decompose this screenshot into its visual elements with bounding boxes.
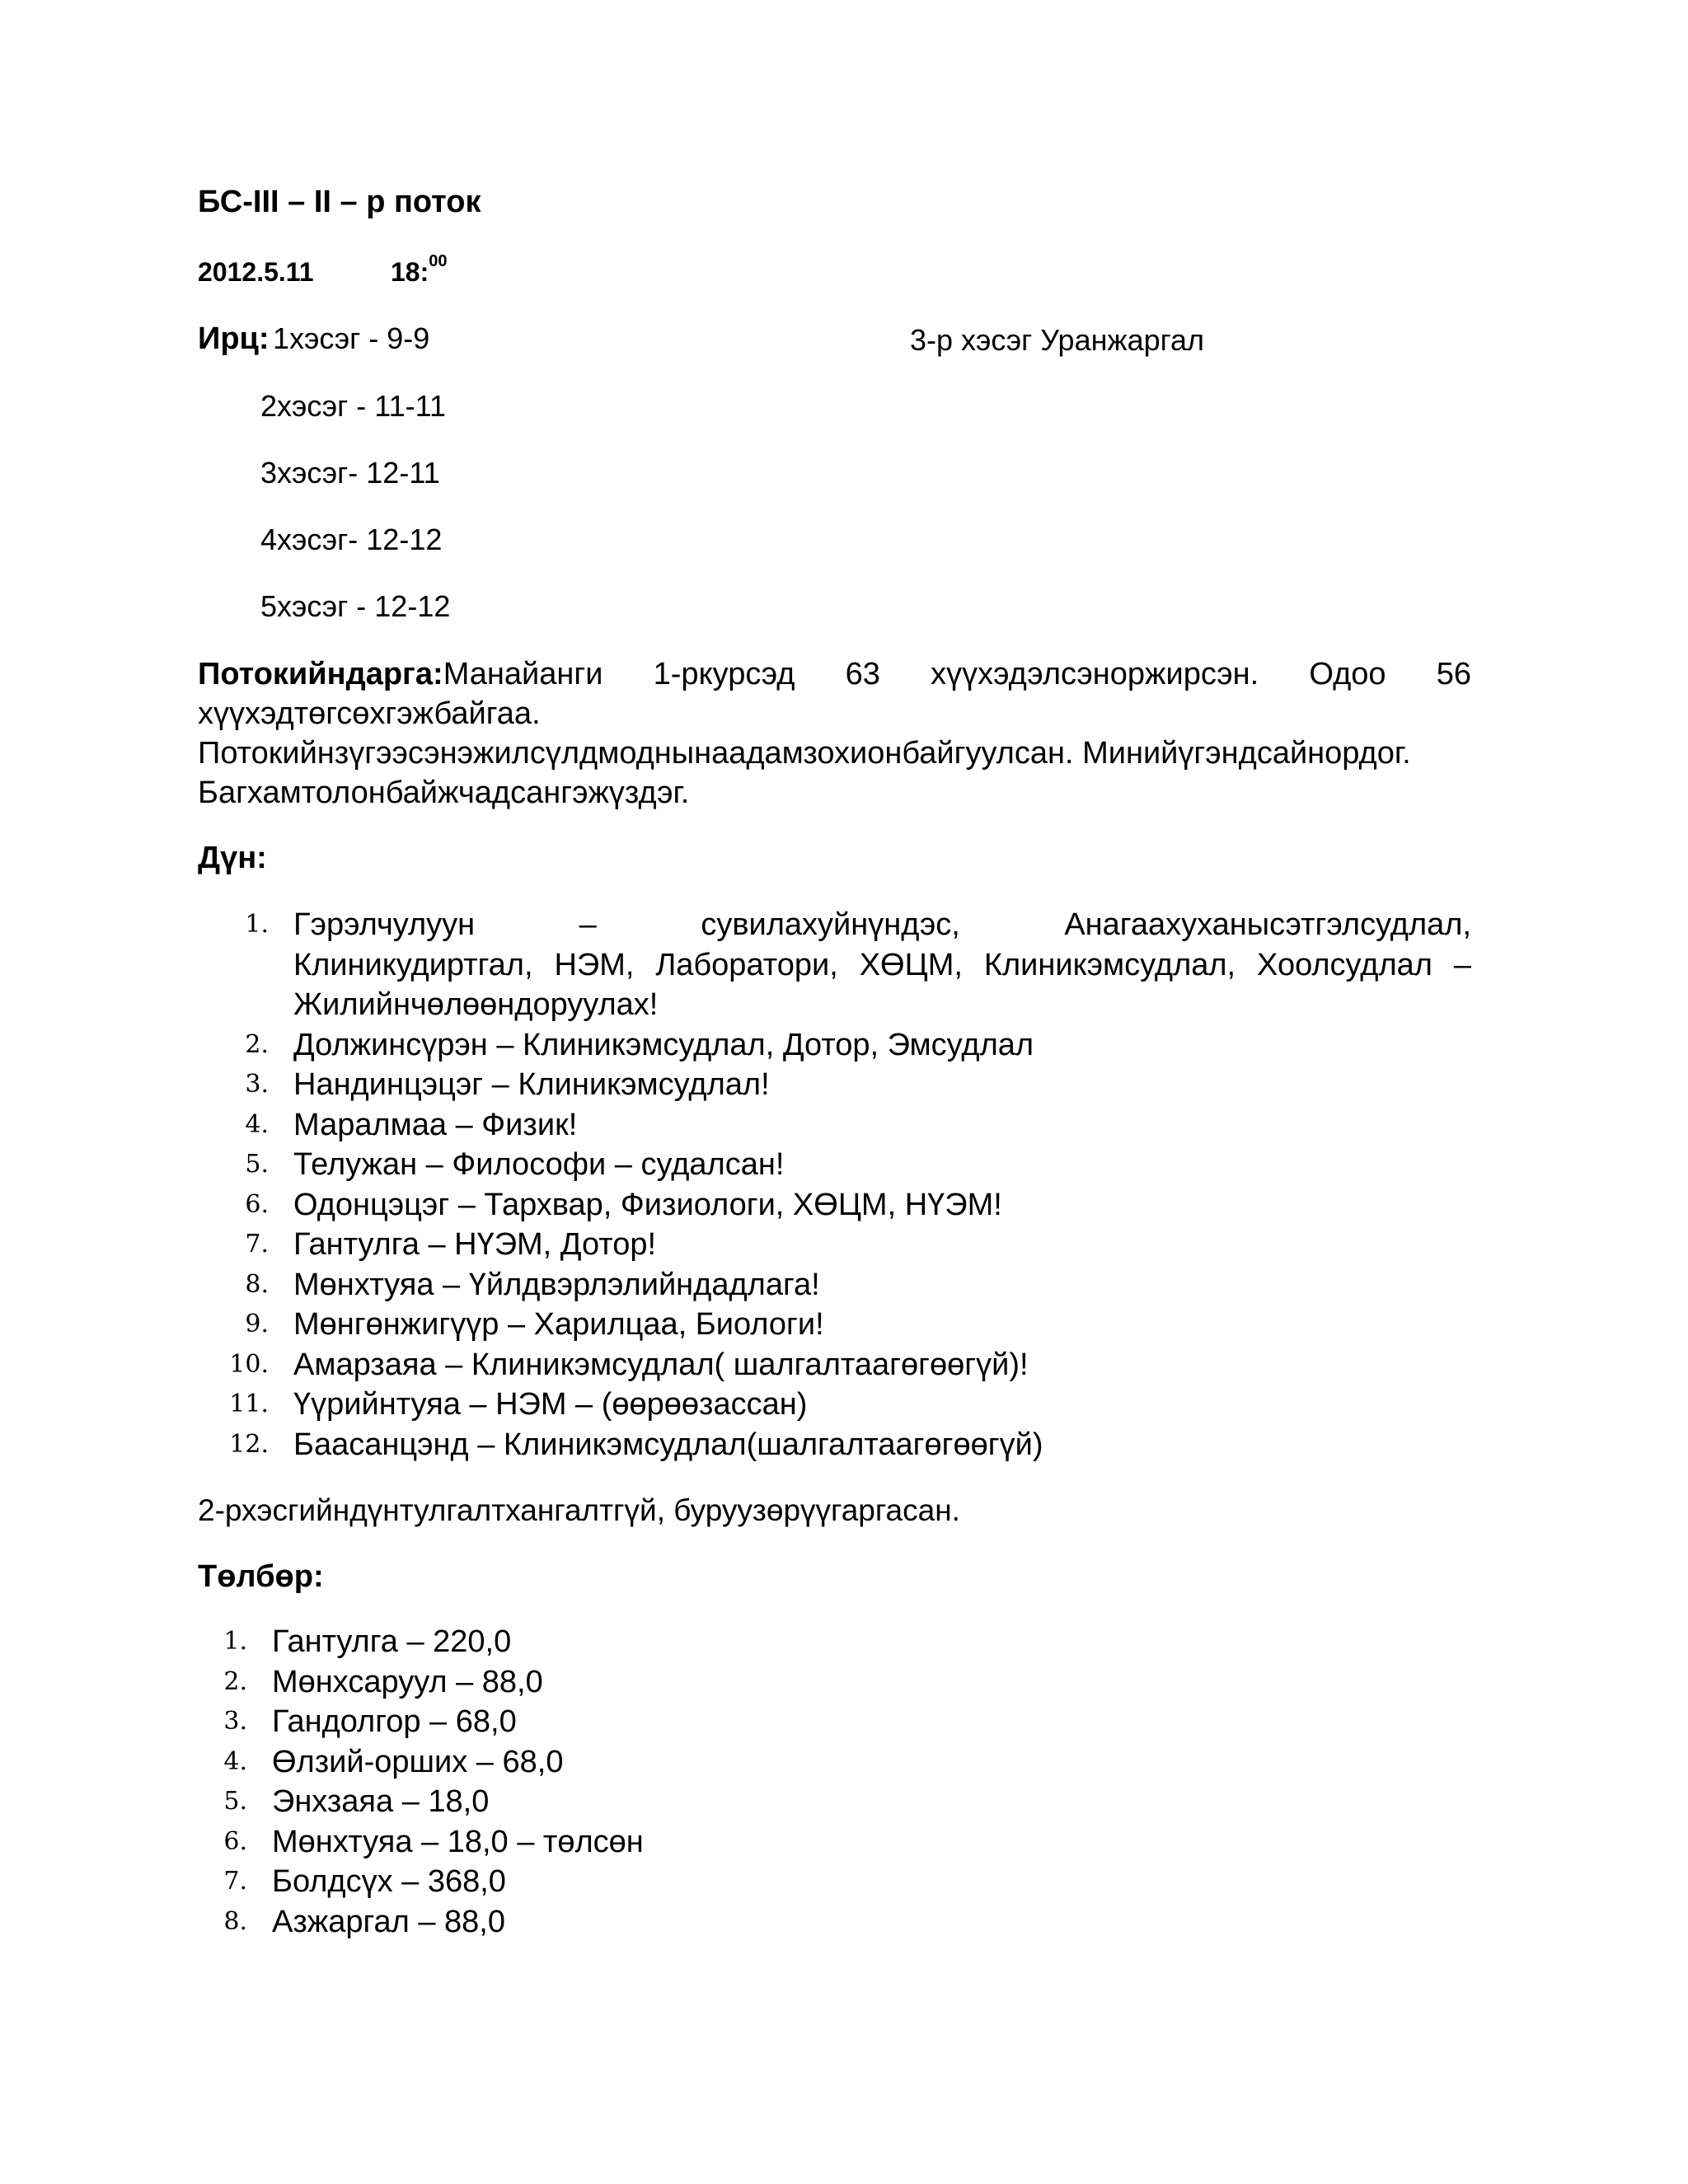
list-item: 6. Одонцэцэг – Тархвар, Физиологи, ХӨЦМ, НҮЭМ! [245,1187,1002,1222]
attendance-side-note: 3-р хэсэг Уранжаргал [910,323,1204,357]
attendance-group-2: 2хэсэг - 11-11 [260,389,447,423]
results-note: 2-рхэсгийндүнтулгалтхангалтгүй, буруузөрүүгаргасан. [198,1493,960,1527]
list-item: 5. Энхзаяа – 18,0 [223,1784,490,1819]
list-item: 3. Нандинцэцэг – Клиникэмсудлал! [245,1067,770,1102]
list-item-number: 1. [245,910,269,939]
list-item: 10. Амарзаяа – Клиникэмсудлал( шалгалтаагөгөөгүй)! [229,1347,1029,1382]
result-item-1-line-1: Гэрэлчулуун – сувилахуйнүндэс, Анагаахуханысэтгэлсудлал, [293,907,1472,942]
leader-line-1: Потокийндарга:Манайанги 1-ркурсэд 63 хүүхэдэлсэноржирсэн. Одоо 56 [198,657,1471,691]
payment-heading: Төлбөр: [198,1559,324,1594]
list-item: 7. Болдсүх – 368,0 [223,1864,506,1899]
list-item: 6. Мөнхтуяа – 18,0 – төлсөн [223,1824,644,1859]
attendance-first-line [198,321,429,357]
leader-line-4: Багхамтолонбайжчадсангэжүздэг. [198,776,690,810]
leader-line-3: Потокийнзүгээсэнэжилсүлдмоднынаадамзохионбайгуулсан. Минийүгэндсайнордог. [198,736,1411,771]
meeting-time-superscript: 00 [429,252,448,271]
attendance-group-5: 5хэсэг - 12-12 [260,589,451,623]
payment-list [223,1622,644,1942]
results-list [229,905,1472,1465]
page-title: БС-III – II – р поток [198,185,481,219]
list-item: 8. Азжаргал – 88,0 [223,1904,505,1939]
leader-line-2: хүүхэдтөгсөхгэжбайгаа. [198,696,541,731]
list-item: 7. Гантулга – НҮЭМ, Дотор! [245,1227,657,1262]
list-item: 1. Гантулга – 220,0 [223,1624,512,1659]
leader-paragraph [198,654,1471,813]
list-item: 9. Мөнгөнжигүүр – Харилцаа, Биологи! [245,1307,824,1342]
attendance-group-3: 3хэсэг- 12-11 [260,456,440,490]
meeting-date: 2012.5.11 [198,257,314,287]
attendance-group-1: 1хэсэг - 9-9 [273,321,430,355]
list-item: 12. Баасанцэнд – Клиникэмсудлал(шалгалтаагөгөөгүй) [229,1427,1043,1462]
attendance-group-4: 4хэсэг- 12-12 [260,523,443,556]
list-item: 4. Өлзий-орших – 68,0 [223,1744,564,1779]
attendance-label: Ирц: [198,321,270,356]
list-item: 2. Мөнхсаруул – 88,0 [223,1664,543,1699]
list-item: 11. Үүрийнтуяа – НЭМ – (өөрөөзассан) [229,1387,808,1422]
list-item: 5. Телужан – Философи – судалсан! [245,1147,785,1182]
meeting-time: 18:$^{00}$ [391,252,448,287]
result-item-1-line-2: Клиникудиртгал, НЭМ, Лаборатори, ХӨЦМ, Клиникэмсудлал, Хоолсудлал – [293,947,1471,982]
list-item: 8. Мөнхтуяа – Үйлдвэрлэлийндадлага! [245,1267,820,1302]
list-item [245,905,1472,1025]
results-heading: Дүн: [198,841,267,875]
result-item-1-line-3: Жилийнчөлөөндоруулах! [293,987,659,1022]
list-item: 4. Маралмаа – Физик! [245,1107,578,1142]
leader-label: Потокийндарга: [198,657,443,691]
list-item: 2. Должинсүрэн – Клиникэмсудлал, Дотор, Эмсудлал [245,1027,1034,1062]
list-item: 3. Гандолгор – 68,0 [223,1704,517,1739]
